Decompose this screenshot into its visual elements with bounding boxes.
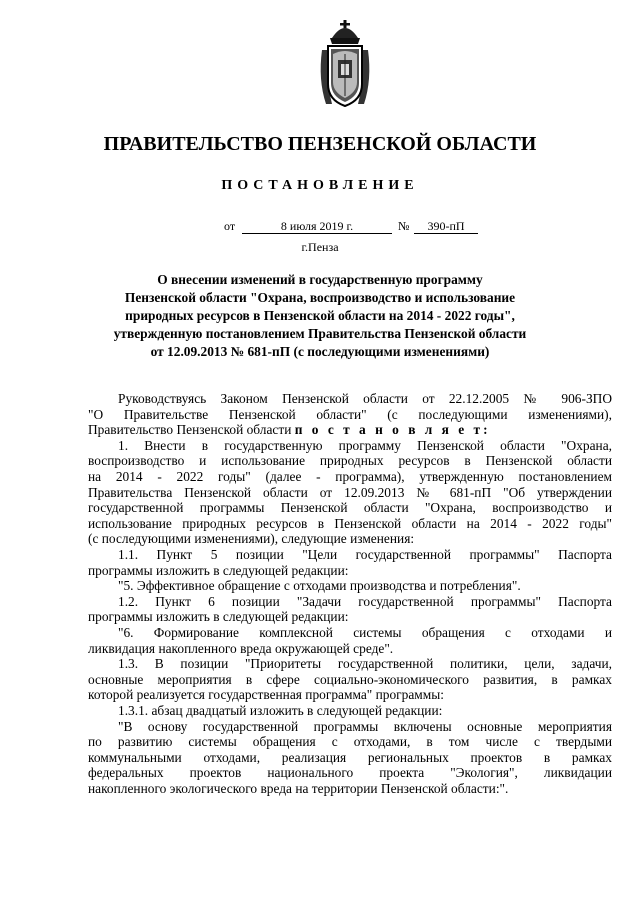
- title-line: природных ресурсов в Пензенской области на 2014 - 2022 годы",: [125, 308, 515, 323]
- body-line: "О Правительстве Пензенской области" (с последующими изменениями),: [88, 406, 612, 422]
- body-line: "В основу государственной программы включены основные мероприятия: [118, 718, 612, 734]
- document-date: 8 июля 2019 г.: [280, 219, 354, 233]
- body-line: накопленного экологического вреда на территории Пензенской области:".: [88, 781, 509, 796]
- number-underline: [414, 233, 478, 234]
- body-line: федеральных проектов национального проекта "Экология", ликвидации: [88, 765, 612, 781]
- date-prefix: от: [224, 219, 236, 233]
- body-line: которой реализуется государственная программа" программы:: [88, 687, 444, 703]
- document-type: ПОСТАНОВЛЕНИЕ: [221, 178, 419, 193]
- body-line: ликвидация накопленного вреда окружающей среде".: [88, 640, 394, 656]
- body-line: воспроизводство и использование природных ресурсов в Пензенской области: [88, 453, 612, 469]
- city: г.Пенза: [301, 240, 339, 254]
- body-line: 1. Внести в государственную программу Пензенской области "Охрана,: [118, 437, 612, 453]
- body-line: 1.3.1. абзац двадцатый изложить в следующей редакции:: [118, 703, 443, 718]
- body-line: 1.3. В позиции "Приоритеты государственной политики, цели, задачи,: [118, 656, 612, 672]
- body-line: программы изложить в следующей редакции:: [88, 562, 349, 578]
- number-sign: №: [398, 219, 410, 233]
- title-line: Пензенской области "Охрана, воспроизводство и использование: [124, 290, 516, 305]
- title-line: О внесении изменений в государственную программу: [157, 272, 483, 287]
- body-line: (с последующими изменениями), следующие изменения:: [88, 531, 415, 547]
- resolves-word: п о с т а н о в л я е т:: [294, 422, 491, 438]
- body-line: "5. Эффективное обращение с отходами производства и потребления".: [118, 578, 521, 594]
- body-line: "6. Формирование комплексной системы обращения с отходами и: [118, 625, 612, 640]
- body-line: на 2014 - 2022 годы" (далее - программа), утвержденную постановлением: [88, 469, 612, 484]
- date-underline: [242, 233, 392, 234]
- coat-of-arms-emblem: [318, 20, 372, 108]
- document-title: [100, 271, 540, 361]
- title-line: от 12.09.2013 № 681-пП (с последующими изменениями): [150, 344, 490, 359]
- body-line: [88, 422, 612, 438]
- body-line: по развитию системы обращения с отходами, в том числе с твердыми: [88, 734, 612, 750]
- body-text: Правительство Пензенской области: [88, 422, 292, 438]
- body-line: Руководствуясь Законом Пензенской области от 22.12.2005 № 906-ЗПО: [118, 391, 612, 406]
- body-line: использование природных ресурсов в Пензенской области на 2014 - 2022 годы": [88, 515, 612, 531]
- body-line: 1.1. Пункт 5 позиции "Цели государственной программы" Паспорта: [118, 547, 612, 562]
- body-line: коммунальными отходами, реализация региональных проектов в рамках: [88, 749, 612, 765]
- organization-name: ПРАВИТЕЛЬСТВО ПЕНЗЕНСКОЙ ОБЛАСТИ: [103, 133, 537, 155]
- document-number: 390-пП: [427, 219, 465, 233]
- body-line: программы изложить в следующей редакции:: [88, 609, 349, 625]
- body-line: Правительства Пензенской области от 12.09.2013 № 681-пП "Об утверждении: [88, 484, 612, 500]
- body-line: государственной программы Пензенской области "Охрана, воспроизводство и: [88, 500, 612, 516]
- body-line: основные мероприятия в сфере социально-экономического развития, в рамках: [88, 671, 612, 687]
- title-line: утвержденную постановлением Правительства Пензенской области: [113, 326, 527, 341]
- body-line: 1.2. Пункт 6 позиции "Задачи государственной программы" Паспорта: [118, 593, 612, 609]
